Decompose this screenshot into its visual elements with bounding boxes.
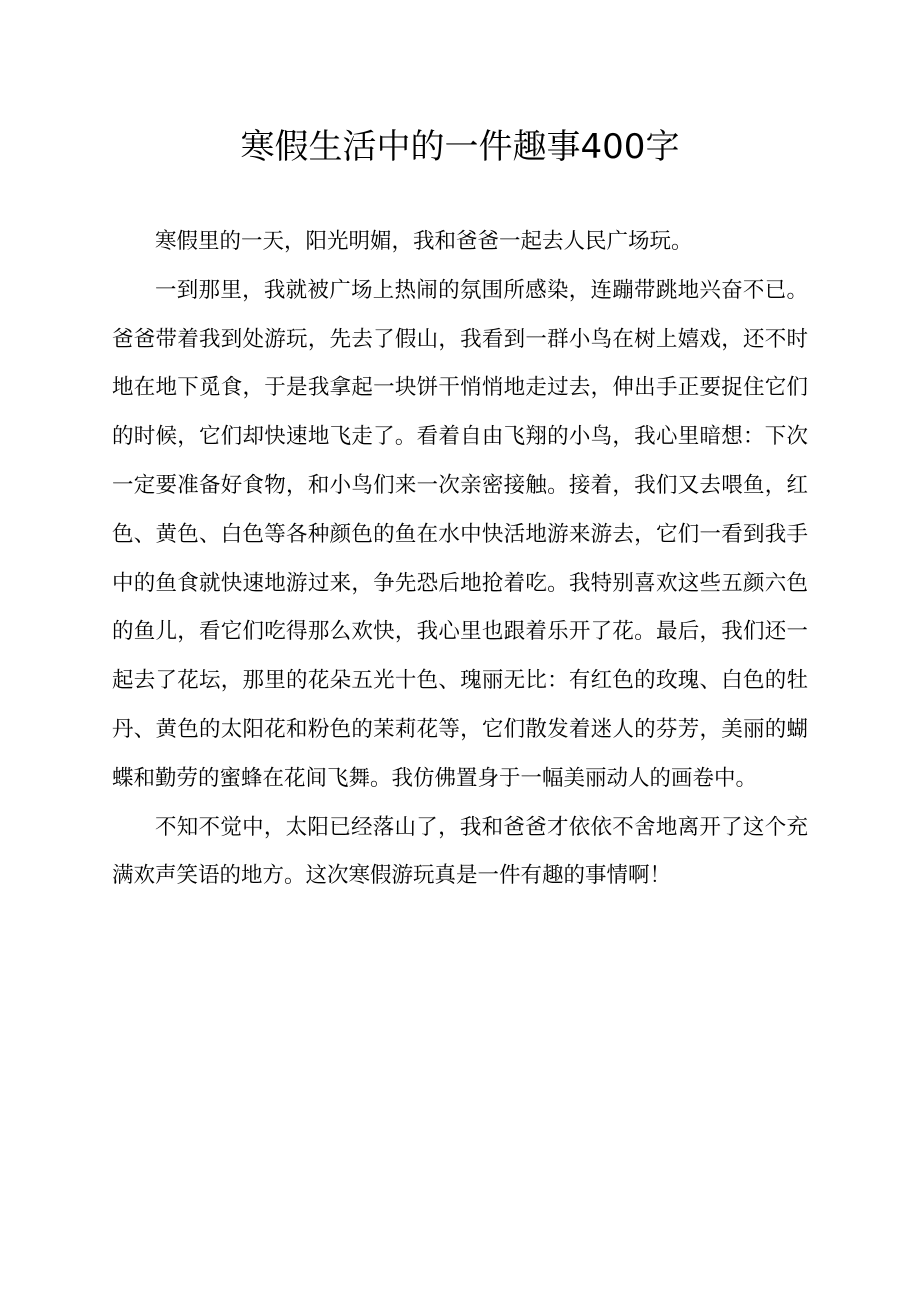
paragraph: 不知不觉中，太阳已经落山了，我和爸爸才依依不舍地离开了这个充满欢声笑语的地方。这次寒假游玩真是一件有趣的事情啊！ <box>112 814 808 889</box>
document-body <box>112 218 808 901</box>
paragraph: 一到那里，我就被广场上热闹的氛围所感染，连蹦带跳地兴奋不已。爸爸带着我到处游玩，先去了假山，我看到一群小鸟在树上嬉戏，还不时地在地下觅食，于是我拿起一块饼干悄悄地走过去，伸出手正要捉住它们的时候，它们却快速地飞走了。看着自由飞翔的小鸟，我心里暗想：下次一定要准备好食物，和小鸟们来一次亲密接触。接着，我们又去喂鱼，红色、黄色、白色等各种颜色的鱼在水中快活地游来游去，它们一看到我手中的鱼食就快速地游过来，争先恐后地抢着吃。我特别喜欢这些五颜六色的鱼儿，看它们吃得那么欢快，我心里也跟着乐开了花。最后，我们还一起去了花坛，那里的花朵五光十色、瑰丽无比：有红色的玫瑰、白色的牡丹、黄色的太阳花和粉色的茉莉花等，它们散发着迷人的芬芳，美丽的蝴蝶和勤劳的蜜蜂在花间飞舞。我仿佛置身于一幅美丽动人的画卷中。 <box>112 277 808 791</box>
document-title: 寒假生活中的一件趣事400字 <box>240 127 680 167</box>
paragraph: 寒假里的一天，阳光明媚，我和爸爸一起去人民广场玩。 <box>155 229 693 254</box>
